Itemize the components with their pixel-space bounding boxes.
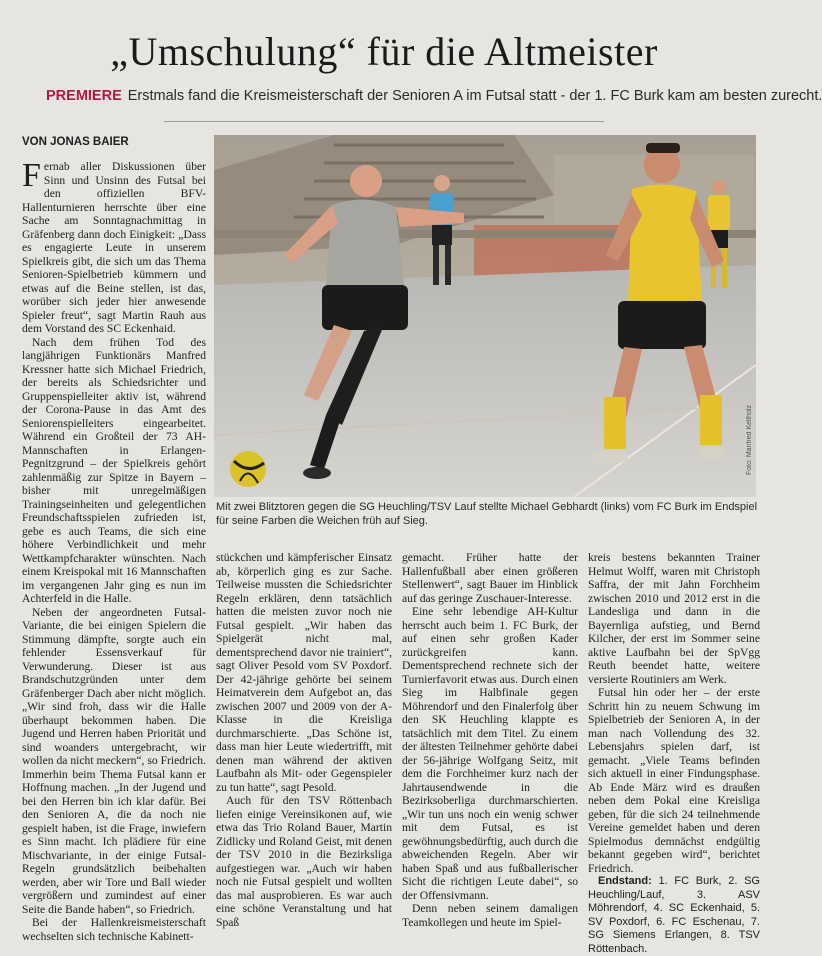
results-text: 1. FC Burk, 2. SG Heuchling/Lauf, 3. ASV Möhrendorf, 4. SC Eckenhaid, 5. SV Poxdorf, 6. FC Eschenau, 7. SG Siemens Erlangen, 8. TSV Röttenbach. [588, 875, 760, 955]
paragraph: Denn neben seinem damaligen Teamkollegen und heute im Spiel- [402, 902, 578, 929]
paragraph [22, 157, 206, 336]
paragraph-text: ernab aller Diskussionen über Sinn und Unsinn des Futsal bei den offiziellen BFV-Hallenturnieren herrschte über eine Sache am Sonntagnachmittag in Gräfenberg dann doch Einigkeit: „Dass es engagierte Leute in unserem Spielkreis gibt, die sich um das Thema Senioren-Spielbetrieb kümmern und etwas auf die Beine stellen, ist das, worüber sich jeder hier anwesende Spieler freut“, sagt Martin Rauh aus dem Vorstand des SC Eckenhaid. [22, 160, 206, 335]
subheadline-text: Erstmals fand die Kreismeisterschaft der Senioren A im Futsal statt - der 1. FC Burk kam am besten zurecht. [127, 88, 822, 104]
paragraph: Neben der angeordneten Futsal-Variante, die bei einigen Spielern die Stimmung dämpfte, sorgte auch ein fehlender Essensverkauf für Verwunderung. Dieser ist aus Brandschutzgründen unter dem Gräfenberger Dach aber nicht möglich. „Wir sind froh, dass wir die Halle überhaupt bekommen haben. Die Jugend und Herren haben Priorität und sind woanders untergebracht, wir wollen da nicht meckern“, so Friedrich. Immerhin beim Thema Futsal kann er Hoffnung machen. „In der Jugend und bei den Herren bin ich klar dafür. Bei den Senioren A, die da noch nie gespielt haben, ist die Frage, inwiefern es Sinn macht. Ich plädiere für eine Mischvariante, in der einige Futsal-Regeln grundsätzlich beibehalten werden, aber wir Tore und Ball wieder vergrößern und zumindest auf einer Seite die Bande haben“, so Friedrich. [22, 605, 206, 916]
match-photo [214, 135, 756, 497]
article-column-2 [216, 551, 392, 929]
paragraph: Bei der Hallenkreismeisterschaft wechselten sich technische Kabinett- [22, 916, 206, 943]
article-column-1 [22, 157, 206, 943]
drop-cap: F [22, 157, 41, 194]
article-column-4 [588, 551, 760, 955]
article-headline: „Umschulung“ für die Altmeister [110, 29, 658, 74]
results-paragraph [588, 875, 760, 956]
paragraph: Auch für den TSV Röttenbach liefen einige Vereinsikonen auf, wie etwa das Trio Roland Bauer, Martin Zidlicky und Roland Geist, mit denen der TSV 2010 in die Bezirksliga aufgestiegen war. „Auch wir haben noch nie Futsal gespielt und wollten das mal ausprobieren. Es war auch eine schöne Veranstaltung und hat Spaß [216, 794, 392, 929]
paragraph: Eine sehr lebendige AH-Kultur herrscht auch beim 1. FC Burk, der auf einen sehr großen Kader zurückgreifen kann. Dementsprechend rechnete sich der Turnierfavorit etwas aus. Durch einen Sieg im Halbfinale gegen Möhrendorf und den Finalerfolg über den SK Heuchling klappte es tatsächlich mit dem Titel. Zu einem der ältesten Teilnehmer gehörte dabei der 56-jährige Wolfgang Seitz, mit dem die Forchheimer kurz nach der Jahrtausendwende in die Bezirksoberliga durchmarschierten. „Wir tun uns noch ein wenig schwer mit dem Futsal, es ist gewöhnungsbedürftig, auch durch die abweichenden Regeln. Aber wir haben Spaß und aus fußballerischer Sicht die richtigen Leute dabei“, so der Offensivmann. [402, 605, 578, 902]
article-kicker: PREMIERE [46, 88, 122, 104]
article-subheadline [46, 88, 822, 104]
headline-divider [164, 121, 604, 122]
paragraph: Nach dem frühen Tod des langjährigen Funktionärs Manfred Kressner hatte sich Michael Friedrich, der bereits als Schiedsrichter und Gruppenspielleiter aktiv ist, während der Corona-Pause in das Amt des Seniorenspielleiters eingearbeitet. Während ein Großteil der 73 AH-Mannschaften in Erlangen-Pegnitzgrund – der Spielkreis gehört zahlenmäßig zur Spitze in Bayern – bisher mit unregelmäßigen Trainingseinheiten und gelegentlichen Freundschaftsspielen zufrieden ist, gebe es auch Teams, die sich eine höhere Verbindlichkeit und mehr Wettkampfcharakter wünschten. Nach einem Kreispokal mit 16 Mannschaften im vergangenen Jahr ging es nun im Achterfeld in die Halle. [22, 335, 206, 605]
paragraph: kreis bestens bekannten Trainer Helmut Wolff, waren mit Christoph Saffra, der mit Jahn Forchheim zwischen 2010 und 2012 erst in die Landesliga und dann in die Bayernliga aufstieg, und Bernd Kilcher, der erst im Sommer seine aktive Laufbahn bei der SpVgg Reuth beendet hatte, weitere versierte Routiniers am Werk. [588, 551, 760, 686]
paragraph: stückchen und kämpferischer Einsatz ab, körperlich ging es zur Sache. Teilweise mussten die Schiedsrichter Regeln erklären, denn tatsächlich hatten die meisten zuvor noch nie Futsal gespielt. „Wir haben das Spielgerät nicht mal, dementsprechend davor nie trainiert“, sagt Oliver Pesold vom SV Poxdorf. Der 42-jährige gehörte bei seinem Heimatverein dem Aufgebot an, das zwischen 2007 und 2009 von der A-Klasse in die Kreisliga durchmarschierte. „Das Schöne ist, dass man hier Leute wiedertrifft, mit denen man während der aktiven Laufbahn als Mit- oder Gegenspieler zu tun hatte“, sagt Pesold. [216, 551, 392, 794]
article-column-3 [402, 551, 578, 929]
paragraph: gemacht. Früher hatte der Hallenfußball aber einen größeren Stellenwert“, sagt Bauer im Hinblick auf das geringe Zuschauer-Interesse. [402, 551, 578, 605]
ball-figure [230, 451, 266, 487]
photo-credit: Foto: Manfred Kellholz [746, 405, 753, 476]
article-byline: VON JONAS BAIER [22, 136, 129, 148]
photo-illustration [214, 135, 756, 497]
results-label: Endstand: [598, 875, 652, 887]
paragraph: Futsal hin oder her – der erste Schritt hin zu neuem Schwung im Spielbetrieb der Senioren A, in der man nach Vollendung des 32. Lebensjahrs spielen darf, ist gemacht. „Viele Teams befinden sich aktuell in einer Findungsphase. Ab Ende März wird es draußen neben dem Pokal eine Kreisliga geben, für die sich 24 teilnehmende Vereine gemeldet haben und deren Spielmodus demnächst endgültig bekannt gegeben wird“, berichtet Friedrich. [588, 686, 760, 875]
photo-caption: Mit zwei Blitztoren gegen die SG Heuchling/TSV Lauf stellte Michael Gebhardt (links) vom FC Burk im Endspiel für seine Farben die Weichen früh auf Sieg. [216, 501, 758, 527]
